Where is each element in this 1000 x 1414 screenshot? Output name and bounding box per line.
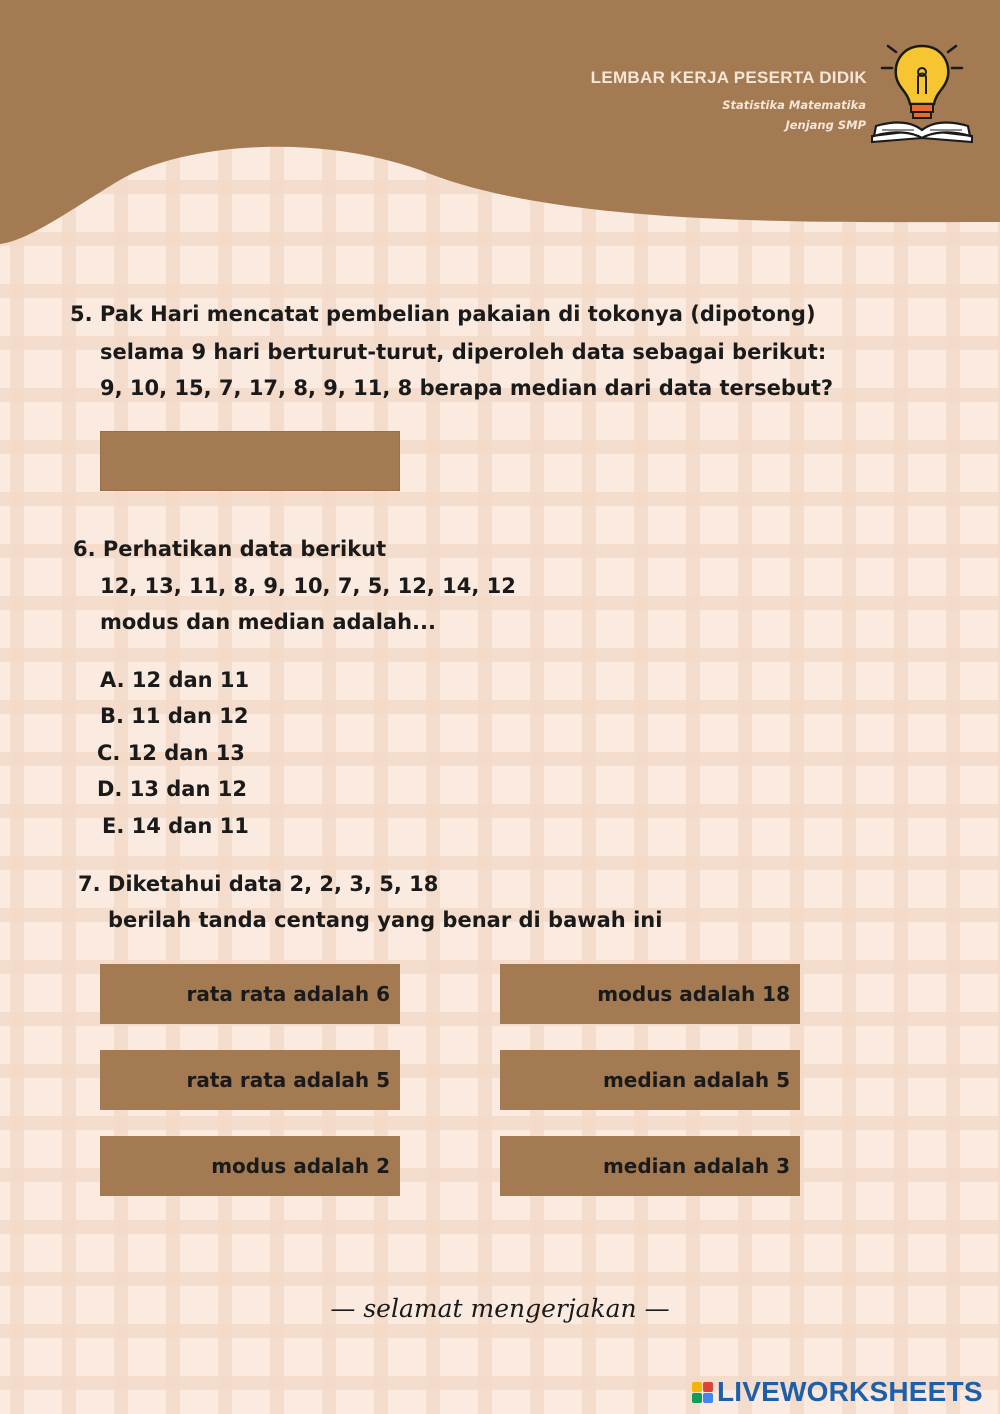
q5-line-3: 9, 10, 15, 7, 17, 8, 9, 11, 8 berapa median dari data tersebut? [100,376,834,400]
q6-line-1: 6. Perhatikan data berikut [73,537,387,561]
q6-data: 12, 13, 11, 8, 9, 10, 7, 5, 12, 14, 12 [100,574,516,598]
q6-prompt: modus dan median adalah... [100,610,436,634]
q7-choice-right-1[interactable]: modus adalah 18 [500,964,800,1024]
q7-choice-left-1[interactable]: rata rata adalah 6 [100,964,400,1024]
q6-option-a[interactable]: A. 12 dan 11 [100,668,250,692]
closing-message: — selamat mengerjakan — [330,1294,670,1323]
worksheet-title: LEMBAR KERJA PESERTA DIDIK [590,68,867,87]
q7-line-2: berilah tanda centang yang benar di bawah ini [108,908,663,932]
q7-choice-left-3[interactable]: modus adalah 2 [100,1136,400,1196]
q6-option-e[interactable]: E. 14 dan 11 [102,814,249,838]
subject-label: Statistika Matematika [722,98,866,112]
q6-option-b[interactable]: B. 11 dan 12 [100,704,249,728]
q7-choice-right-2[interactable]: median adalah 5 [500,1050,800,1110]
q5-line-1: 5. Pak Hari mencatat pembelian pakaian di tokonya (dipotong) [70,302,816,326]
q5-line-2: selama 9 hari berturut-turut, diperoleh data sebagai berikut: [100,340,827,364]
q5-answer-input[interactable] [100,431,400,491]
q7-line-1: 7. Diketahui data 2, 2, 3, 5, 18 [78,872,439,896]
q6-option-c[interactable]: C. 12 dan 13 [97,741,245,765]
q7-choice-left-2[interactable]: rata rata adalah 5 [100,1050,400,1110]
lightbulb-book-icon [866,38,978,148]
liveworksheets-mark-icon [692,1382,713,1403]
q6-option-d[interactable]: D. 13 dan 12 [97,777,247,801]
liveworksheets-logo[interactable] [692,1376,983,1408]
liveworksheets-brand: LIVEWORKSHEETS [717,1376,983,1407]
q7-choice-right-3[interactable]: median adalah 3 [500,1136,800,1196]
level-label: Jenjang SMP [785,118,866,132]
